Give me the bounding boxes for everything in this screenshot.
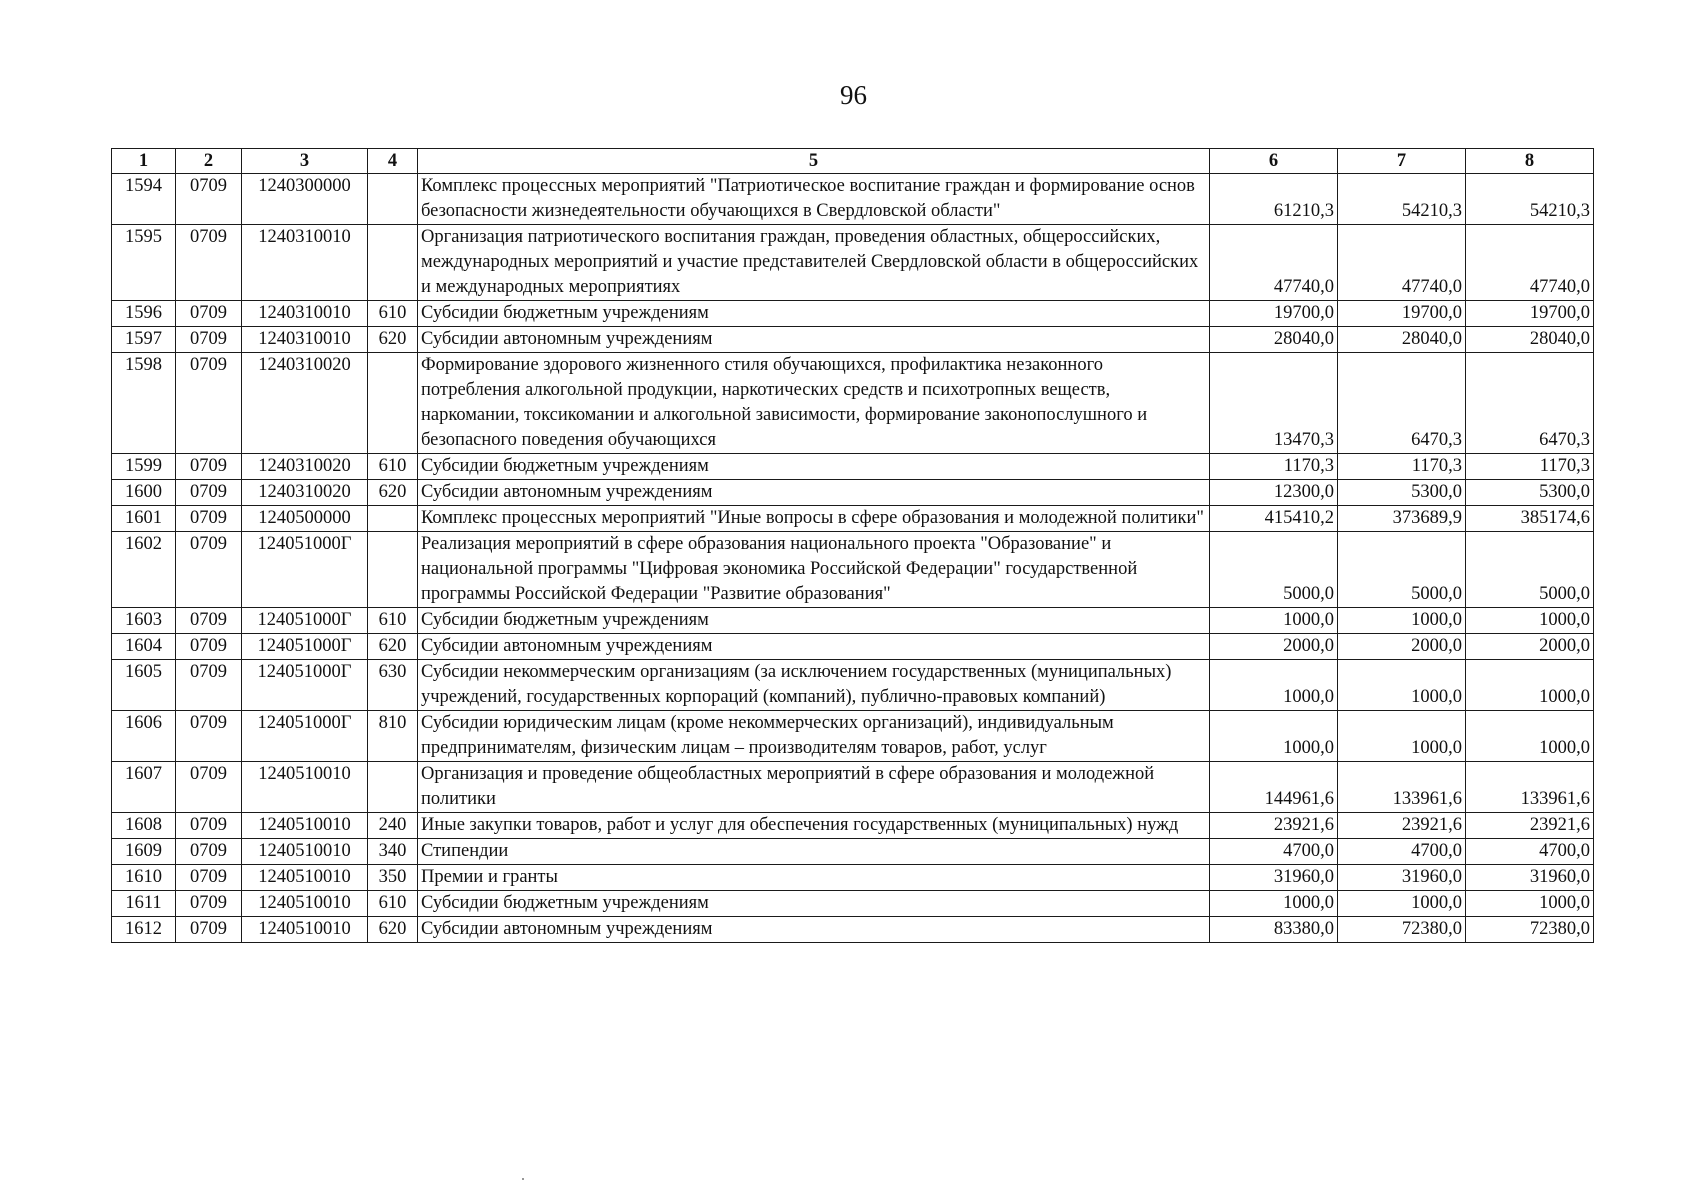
table-row (112, 454, 1594, 480)
expense-type-code: 610 (368, 608, 418, 634)
amount-col-8: 1000,0 (1466, 660, 1594, 711)
row-description: Субсидии автономным учреждениям (418, 480, 1210, 506)
row-description: Формирование здорового жизненного стиля обучающихся, профилактика незаконного потребления алкогольной продукции, наркотических средств и психотропных веществ, наркомании, токсикомании и алкогольной зависимости, формирование законопослушного и безопасного поведения обучающихся (418, 353, 1210, 454)
table-row (112, 891, 1594, 917)
amount-col-6: 1000,0 (1210, 711, 1338, 762)
table-row (112, 532, 1594, 608)
amount-col-7: 19700,0 (1338, 301, 1466, 327)
table-row (112, 506, 1594, 532)
row-number: 1608 (112, 813, 176, 839)
amount-col-6: 61210,3 (1210, 174, 1338, 225)
amount-col-6: 12300,0 (1210, 480, 1338, 506)
row-number: 1594 (112, 174, 176, 225)
expense-type-code: 610 (368, 891, 418, 917)
row-number: 1602 (112, 532, 176, 608)
amount-col-7: 5000,0 (1338, 532, 1466, 608)
amount-col-8: 6470,3 (1466, 353, 1594, 454)
table-row (112, 301, 1594, 327)
amount-col-6: 1000,0 (1210, 891, 1338, 917)
row-number: 1601 (112, 506, 176, 532)
amount-col-6: 5000,0 (1210, 532, 1338, 608)
row-number: 1604 (112, 634, 176, 660)
amount-col-7: 72380,0 (1338, 917, 1466, 943)
amount-col-6: 2000,0 (1210, 634, 1338, 660)
table-row (112, 634, 1594, 660)
amount-col-6: 4700,0 (1210, 839, 1338, 865)
row-description: Субсидии автономным учреждениям (418, 917, 1210, 943)
amount-col-7: 1000,0 (1338, 891, 1466, 917)
section-code: 0709 (176, 454, 242, 480)
target-article-code: 1240510010 (242, 839, 368, 865)
amount-col-8: 23921,6 (1466, 813, 1594, 839)
target-article-code: 1240500000 (242, 506, 368, 532)
amount-col-6: 1170,3 (1210, 454, 1338, 480)
table-row (112, 711, 1594, 762)
amount-col-8: 133961,6 (1466, 762, 1594, 813)
row-number: 1600 (112, 480, 176, 506)
target-article-code: 1240310010 (242, 327, 368, 353)
row-description: Субсидии бюджетным учреждениям (418, 301, 1210, 327)
section-code: 0709 (176, 532, 242, 608)
row-description: Иные закупки товаров, работ и услуг для обеспечения государственных (муниципальных) нужд (418, 813, 1210, 839)
row-number: 1597 (112, 327, 176, 353)
expense-type-code (368, 762, 418, 813)
row-description: Субсидии бюджетным учреждениям (418, 891, 1210, 917)
amount-col-8: 19700,0 (1466, 301, 1594, 327)
amount-col-8: 385174,6 (1466, 506, 1594, 532)
column-header: 8 (1466, 149, 1594, 174)
row-number: 1598 (112, 353, 176, 454)
table-row (112, 327, 1594, 353)
row-description: Субсидии бюджетным учреждениям (418, 608, 1210, 634)
amount-col-8: 31960,0 (1466, 865, 1594, 891)
amount-col-8: 1000,0 (1466, 711, 1594, 762)
target-article-code: 1240510010 (242, 813, 368, 839)
row-number: 1605 (112, 660, 176, 711)
expense-type-code: 620 (368, 634, 418, 660)
amount-col-8: 5300,0 (1466, 480, 1594, 506)
expense-type-code: 340 (368, 839, 418, 865)
row-number: 1611 (112, 891, 176, 917)
amount-col-7: 1000,0 (1338, 608, 1466, 634)
column-header: 4 (368, 149, 418, 174)
amount-col-6: 144961,6 (1210, 762, 1338, 813)
target-article-code: 124051000Г (242, 634, 368, 660)
amount-col-8: 4700,0 (1466, 839, 1594, 865)
amount-col-6: 1000,0 (1210, 660, 1338, 711)
expense-type-code: 610 (368, 301, 418, 327)
amount-col-6: 47740,0 (1210, 225, 1338, 301)
column-header: 3 (242, 149, 368, 174)
section-code: 0709 (176, 353, 242, 454)
section-code: 0709 (176, 174, 242, 225)
amount-col-7: 54210,3 (1338, 174, 1466, 225)
expense-type-code: 630 (368, 660, 418, 711)
section-code: 0709 (176, 891, 242, 917)
target-article-code: 124051000Г (242, 660, 368, 711)
expense-type-code (368, 353, 418, 454)
row-number: 1612 (112, 917, 176, 943)
target-article-code: 124051000Г (242, 532, 368, 608)
row-description: Организация и проведение общеобластных мероприятий в сфере образования и молодежной политики (418, 762, 1210, 813)
section-code: 0709 (176, 327, 242, 353)
expense-type-code (368, 225, 418, 301)
target-article-code: 1240310020 (242, 353, 368, 454)
row-number: 1603 (112, 608, 176, 634)
amount-col-7: 4700,0 (1338, 839, 1466, 865)
row-number: 1606 (112, 711, 176, 762)
expense-type-code: 240 (368, 813, 418, 839)
target-article-code: 1240300000 (242, 174, 368, 225)
column-header: 2 (176, 149, 242, 174)
row-description: Субсидии автономным учреждениям (418, 634, 1210, 660)
amount-col-7: 47740,0 (1338, 225, 1466, 301)
expense-type-code: 610 (368, 454, 418, 480)
amount-col-6: 83380,0 (1210, 917, 1338, 943)
table-row (112, 865, 1594, 891)
row-description: Стипендии (418, 839, 1210, 865)
row-description: Субсидии автономным учреждениям (418, 327, 1210, 353)
amount-col-8: 72380,0 (1466, 917, 1594, 943)
row-number: 1599 (112, 454, 176, 480)
target-article-code: 124051000Г (242, 608, 368, 634)
row-number: 1610 (112, 865, 176, 891)
budget-table (111, 148, 1594, 943)
section-code: 0709 (176, 813, 242, 839)
row-number: 1607 (112, 762, 176, 813)
table-row (112, 813, 1594, 839)
section-code: 0709 (176, 480, 242, 506)
section-code: 0709 (176, 762, 242, 813)
section-code: 0709 (176, 839, 242, 865)
target-article-code: 1240310020 (242, 480, 368, 506)
amount-col-6: 13470,3 (1210, 353, 1338, 454)
amount-col-7: 23921,6 (1338, 813, 1466, 839)
amount-col-6: 19700,0 (1210, 301, 1338, 327)
table-row (112, 225, 1594, 301)
amount-col-8: 1170,3 (1466, 454, 1594, 480)
amount-col-7: 133961,6 (1338, 762, 1466, 813)
amount-col-6: 28040,0 (1210, 327, 1338, 353)
target-article-code: 1240510010 (242, 917, 368, 943)
amount-col-8: 54210,3 (1466, 174, 1594, 225)
section-code: 0709 (176, 301, 242, 327)
expense-type-code: 810 (368, 711, 418, 762)
amount-col-8: 5000,0 (1466, 532, 1594, 608)
row-number: 1609 (112, 839, 176, 865)
amount-col-7: 28040,0 (1338, 327, 1466, 353)
table-row (112, 480, 1594, 506)
section-code: 0709 (176, 660, 242, 711)
row-description: Субсидии бюджетным учреждениям (418, 454, 1210, 480)
amount-col-8: 1000,0 (1466, 891, 1594, 917)
target-article-code: 1240510010 (242, 762, 368, 813)
expense-type-code: 620 (368, 327, 418, 353)
row-description: Субсидии некоммерческим организациям (за исключением государственных (муниципальных) учреждений, государственных корпораций (компаний), публично-правовых компаний) (418, 660, 1210, 711)
amount-col-8: 28040,0 (1466, 327, 1594, 353)
expense-type-code (368, 506, 418, 532)
amount-col-7: 31960,0 (1338, 865, 1466, 891)
expense-type-code: 620 (368, 480, 418, 506)
column-header: 7 (1338, 149, 1466, 174)
expense-type-code (368, 174, 418, 225)
expense-type-code: 350 (368, 865, 418, 891)
section-code: 0709 (176, 917, 242, 943)
table-row (112, 174, 1594, 225)
row-description: Комплекс процессных мероприятий "Патриотическое воспитание граждан и формирование основ безопасности жизнедеятельности обучающихся в Свердловской области" (418, 174, 1210, 225)
section-code: 0709 (176, 865, 242, 891)
row-description: Премии и гранты (418, 865, 1210, 891)
table-row (112, 353, 1594, 454)
amount-col-8: 47740,0 (1466, 225, 1594, 301)
amount-col-7: 5300,0 (1338, 480, 1466, 506)
table-row (112, 839, 1594, 865)
target-article-code: 1240510010 (242, 865, 368, 891)
section-code: 0709 (176, 634, 242, 660)
table-row (112, 762, 1594, 813)
amount-col-6: 415410,2 (1210, 506, 1338, 532)
row-description: Субсидии юридическим лицам (кроме некоммерческих организаций), индивидуальным предпринимателям, физическим лицам – производителям товаров, работ, услуг (418, 711, 1210, 762)
amount-col-7: 1170,3 (1338, 454, 1466, 480)
amount-col-7: 373689,9 (1338, 506, 1466, 532)
section-code: 0709 (176, 608, 242, 634)
section-code: 0709 (176, 225, 242, 301)
row-number: 1595 (112, 225, 176, 301)
column-header: 5 (418, 149, 1210, 174)
section-code: 0709 (176, 711, 242, 762)
target-article-code: 1240510010 (242, 891, 368, 917)
target-article-code: 124051000Г (242, 711, 368, 762)
amount-col-6: 31960,0 (1210, 865, 1338, 891)
expense-type-code (368, 532, 418, 608)
column-header: 6 (1210, 149, 1338, 174)
target-article-code: 1240310010 (242, 301, 368, 327)
row-description: Организация патриотического воспитания граждан, проведения областных, общероссийских, международных мероприятий и участие представителей Свердловской области в общероссийских и международных мероприятиях (418, 225, 1210, 301)
table-row (112, 608, 1594, 634)
amount-col-6: 23921,6 (1210, 813, 1338, 839)
target-article-code: 1240310020 (242, 454, 368, 480)
amount-col-7: 6470,3 (1338, 353, 1466, 454)
page-number: 96 (840, 80, 867, 110)
amount-col-7: 1000,0 (1338, 660, 1466, 711)
amount-col-6: 1000,0 (1210, 608, 1338, 634)
amount-col-7: 2000,0 (1338, 634, 1466, 660)
row-description: Реализация мероприятий в сфере образования национального проекта "Образование" и национальной программы "Цифровая экономика Российской Федерации" государственной программы Российской Федерации "Развитие образования" (418, 532, 1210, 608)
amount-col-8: 2000,0 (1466, 634, 1594, 660)
table-row (112, 917, 1594, 943)
column-header: 1 (112, 149, 176, 174)
header-row (112, 149, 1594, 174)
table-row (112, 660, 1594, 711)
scan-speck (522, 1178, 524, 1180)
amount-col-8: 1000,0 (1466, 608, 1594, 634)
expense-type-code: 620 (368, 917, 418, 943)
target-article-code: 1240310010 (242, 225, 368, 301)
row-description: Комплекс процессных мероприятий "Иные вопросы в сфере образования и молодежной политики" (418, 506, 1210, 532)
section-code: 0709 (176, 506, 242, 532)
row-number: 1596 (112, 301, 176, 327)
amount-col-7: 1000,0 (1338, 711, 1466, 762)
